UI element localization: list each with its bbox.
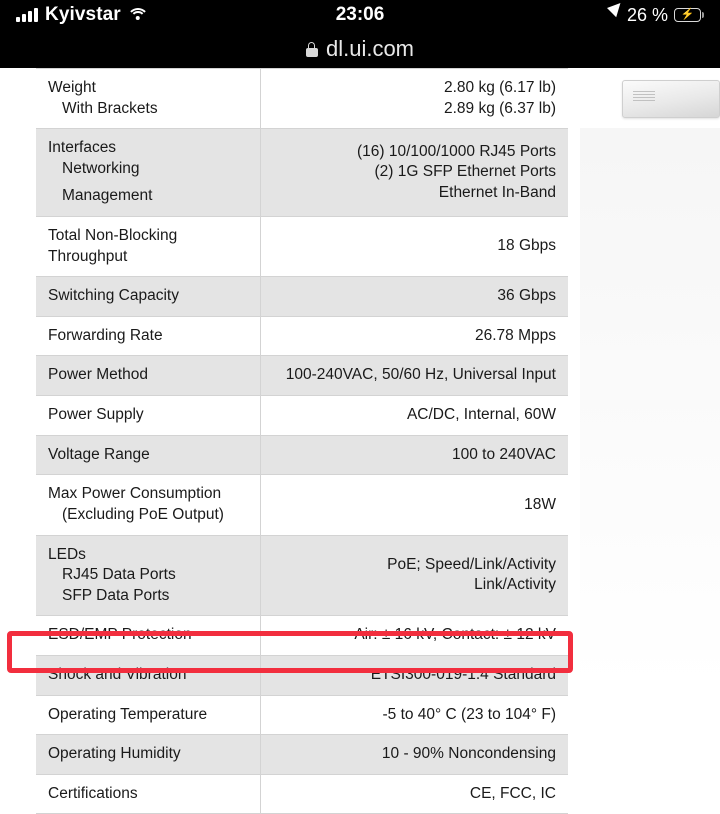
spec-value: 2.80 kg (6.17 lb): [443, 79, 556, 96]
web-page-content[interactable]: [0, 68, 720, 802]
spec-label: Total Non-Blocking: [48, 227, 178, 245]
spec-label: Max Power Consumption: [48, 485, 222, 503]
spec-value: (2) 1G SFP Ethernet Ports: [374, 163, 556, 181]
spec-value-cell: [261, 277, 569, 317]
table-row: [36, 774, 568, 814]
spec-label-cell: [36, 277, 261, 317]
spec-label: Operating Temperature: [48, 705, 208, 723]
spec-sublabel: (Excluding PoE Output): [62, 505, 224, 523]
spec-label: Power Supply: [48, 406, 144, 424]
carrier-name: Kyivstar: [45, 4, 121, 25]
spec-label: Interfaces: [48, 139, 117, 157]
spec-value: 18W: [524, 495, 556, 513]
spec-sublabel: SFP Data Ports: [62, 586, 170, 604]
spec-sublabel: With Brackets: [62, 99, 158, 117]
table-row: [36, 129, 568, 217]
spec-value: 36 Gbps: [497, 287, 556, 305]
spec-label-cell: [36, 695, 261, 735]
spec-value-cell: [261, 475, 569, 535]
spec-label-cell: [36, 356, 261, 396]
spec-value: PoE; Speed/Link/Activity: [387, 555, 556, 573]
spec-value: 10 - 90% Noncondensing: [381, 745, 556, 763]
table-row: [36, 475, 568, 535]
spec-label: Operating Humidity: [48, 745, 181, 763]
spec-label-cell: [36, 396, 261, 436]
spec-label: LEDs: [48, 545, 86, 563]
spec-value: CE, FCC, IC: [469, 784, 556, 802]
table-row: [36, 217, 568, 277]
address-bar-url: dl.ui.com: [325, 36, 415, 61]
table-row: [36, 69, 568, 129]
spec-value-cell: [261, 217, 569, 277]
table-row-operating-temperature: [36, 695, 568, 735]
spec-label-cell: [36, 316, 261, 356]
spec-value-cell: [261, 616, 569, 656]
spec-label-cell: [36, 735, 261, 775]
table-row: [36, 616, 568, 656]
product-photo-detail: [633, 91, 655, 102]
spec-value: 100-240VAC, 50/60 Hz, Universal Input: [285, 366, 556, 384]
table-row: [36, 655, 568, 695]
battery-charging-icon: ⚡: [674, 8, 704, 22]
status-bar-clock: 23:06: [335, 4, 385, 25]
spec-value-cell: [261, 655, 569, 695]
spec-label-cell: [36, 69, 261, 129]
spec-label: Shock and Vibration: [48, 665, 187, 683]
spec-label-cell: [36, 655, 261, 695]
table-row: [36, 277, 568, 317]
spec-value: ETSI300-019-1.4 Standard: [370, 665, 556, 683]
spec-label: Weight: [48, 79, 96, 96]
spec-label: Switching Capacity: [48, 287, 179, 305]
spec-value-cell: [261, 129, 569, 217]
spec-value-cell: [261, 695, 569, 735]
spec-label: Forwarding Rate: [48, 326, 163, 344]
page-background-gradient: [580, 128, 720, 688]
spec-label: Voltage Range: [48, 445, 150, 463]
spec-label-cell: [36, 129, 261, 217]
spec-label-cell: [36, 535, 261, 616]
specifications-table: [36, 68, 568, 814]
spec-value-cell: [261, 735, 569, 775]
spec-value: -5 to 40° C (23 to 104° F): [382, 705, 556, 723]
spec-sublabel: Management: [62, 187, 153, 205]
spec-value: (16) 10/100/1000 RJ45 Ports: [356, 142, 556, 160]
status-bar-left: [16, 4, 148, 26]
spec-value: Ethernet In-Band: [438, 183, 556, 201]
table-row: [36, 535, 568, 616]
lock-icon: [306, 42, 318, 57]
spec-label: ESD/EMP Protection: [48, 626, 192, 644]
spec-value-cell: [261, 396, 569, 436]
browser-address-bar[interactable]: [0, 30, 720, 68]
spec-value-cell: [261, 316, 569, 356]
spec-value: 100 to 240VAC: [452, 445, 556, 463]
spec-label-cell: [36, 217, 261, 277]
spec-label-cell: [36, 475, 261, 535]
specifications-table-body: [36, 69, 568, 814]
spec-label: Certifications: [48, 784, 138, 802]
spec-label: Power Method: [48, 366, 148, 384]
spec-value: 26.78 Mpps: [475, 326, 556, 344]
spec-value: AC/DC, Internal, 60W: [406, 406, 556, 424]
spec-sublabel: Networking: [62, 159, 140, 177]
status-bar: [0, 0, 720, 30]
table-row: [36, 396, 568, 436]
spec-value: Link/Activity: [474, 576, 556, 594]
wifi-icon: [128, 8, 148, 23]
spec-value: 2.89 kg (6.37 lb): [443, 99, 556, 117]
spec-value: Air: ± 16 kV, Contact: ± 12 kV: [354, 626, 556, 644]
spacer: [48, 179, 248, 186]
table-row: [36, 316, 568, 356]
cellular-signal-icon: [16, 8, 38, 22]
product-photo: [622, 80, 720, 118]
spec-sublabel: Throughput: [48, 247, 128, 265]
spec-label-cell: [36, 774, 261, 814]
spec-value-cell: [261, 774, 569, 814]
spec-label-cell: [36, 435, 261, 475]
table-row: [36, 435, 568, 475]
status-bar-right: [607, 5, 704, 26]
battery-percent-label: 26 %: [626, 4, 668, 25]
table-row: [36, 735, 568, 775]
spec-value-cell: [261, 356, 569, 396]
spec-label-cell: [36, 616, 261, 656]
spec-value-cell: [261, 535, 569, 616]
spec-value: 18 Gbps: [497, 237, 556, 255]
spec-sublabel: RJ45 Data Ports: [62, 566, 176, 584]
location-arrow-icon: [607, 8, 621, 22]
spec-value-cell: [261, 435, 569, 475]
table-row: [36, 356, 568, 396]
spec-value-cell: [261, 69, 569, 129]
